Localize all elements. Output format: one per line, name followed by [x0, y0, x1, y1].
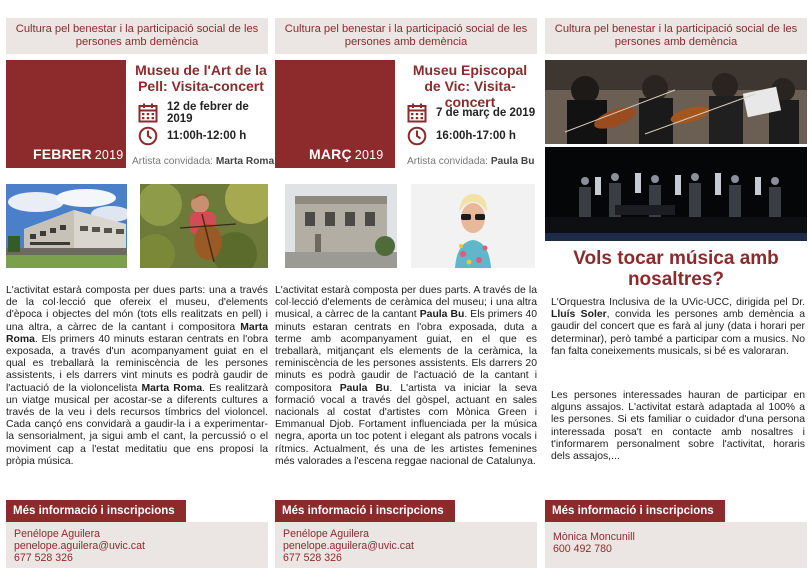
date-row — [407, 103, 535, 123]
guest-artist: Artista convidada: Marta Roma — [132, 156, 275, 167]
contact-block — [545, 522, 807, 568]
contact-block — [275, 522, 537, 568]
month-box — [6, 60, 126, 168]
column-header: Cultura pel benestar i la participació social de les persones amb demència — [545, 18, 807, 54]
contact-phone[interactable]: 677 528 326 — [283, 552, 342, 564]
highlighted-name: Lluís Soler — [551, 309, 607, 321]
contact-email[interactable]: penelope.aguilera@uvic.cat — [283, 540, 414, 552]
more-info-heading: Més informació i inscripcions — [545, 500, 725, 522]
column-february — [6, 0, 275, 575]
highlighted-name: Marta Roma — [6, 321, 268, 345]
highlighted-name: Paula Bu — [419, 309, 465, 321]
event-title: Museu Episcopal de Vic: Visita-concert — [412, 62, 528, 110]
orchestra-headline: Vols tocar música amb nosaltres? — [573, 248, 779, 290]
contact-block — [6, 522, 268, 568]
column-orchestra — [545, 0, 807, 575]
calendar-icon — [407, 103, 427, 123]
event-title: Museu de l'Art de la Pell: Visita-concert — [135, 62, 267, 94]
event-time: 11:00h-12:00 h — [167, 130, 247, 142]
event-time: 16:00h-17:00 h — [436, 130, 516, 142]
episcopal-museum-photo — [285, 184, 397, 268]
contact-phone[interactable]: 677 528 326 — [14, 552, 73, 564]
event-description: L'activitat estarà composta per dues parts. A través de la col·lecció d'elements de ceràmica del museu; i una altra musical, a càrrec de la cantant Paula Bu. Els primers 40 minuts estaran centrats en l'obra exposada, duta a terme amb acompanyament guiat, en el que es treballarà, mitjançant els elements de la ceràmica, la reminiscència de les persones assistents. Els darrers 20 minuts es podrà gaudir de l'actuació de la cantant i compositora Paula Bu. L'artista va iniciar la seva formació vocal a través del gòspel, actuant en sales nacionals al costat d'artistes com Mònica Green i Emmanual Djob. Fortament influenciada per la música negra, aporta un toc potent i elegant als patrons vocals i rítmics. Actualment, és una de les artistes femenines més valorades a l'escena reggae nacional de Catalunya. — [275, 285, 538, 467]
month-label: MARÇ 2019 — [309, 146, 384, 162]
participation-description: Les persones interessades hauran de participar en alguns assajos. L'activitat estarà adaptada al 100% a les persones. Si ets familiar o cuidador d'una persona interessada posa't en contacte amb nosaltres i t'informarem personalment sobre l'activitat, horaris dels assajos,... — [551, 390, 805, 463]
contact-phone[interactable]: 600 492 780 — [553, 543, 612, 555]
museum-building-photo — [6, 184, 127, 268]
column-march — [275, 0, 537, 575]
event-date: 7 de març de 2019 — [436, 107, 536, 119]
guest-artist: Artista convidada: Paula Bu — [407, 156, 535, 167]
event-date: 12 de febrer de 2019 — [167, 101, 249, 125]
cellist-photo — [140, 184, 268, 268]
more-info-heading: Més informació i inscripcions — [6, 500, 186, 522]
column-header: Cultura pel benestar i la participació social de les persones amb demència — [6, 18, 268, 54]
highlighted-name: Marta Roma — [141, 382, 203, 394]
month-label: FEBRER 2019 — [33, 146, 124, 162]
orchestra-stage-photo — [545, 147, 807, 241]
contact-name: Mònica Moncunill — [553, 531, 635, 543]
time-row — [138, 126, 246, 146]
orchestra-description: L'Orquestra Inclusiva de la UVic-UCC, dirigida pel Dr. Lluís Soler, convida les persones amb demència a gaudir del concert que es farà al juny (data i horari per determinar), però també a participar com a musics. No fan falta coneixements musicals, si bé es valoraran. — [551, 297, 805, 357]
clock-icon — [138, 126, 158, 146]
contact-name: Penélope Aguilera — [283, 528, 369, 540]
clock-icon — [407, 126, 427, 146]
time-row — [407, 126, 516, 146]
event-description: L'activitat estarà composta per dues parts: una a través de la col·lecció que ofereix el museu, d'elements d'època i objectes del món (tots ells realitzats en pell) i una altra, a càrrec de la cantant i compositora Marta Roma. Els primers 40 minuts estaran centrats en l'obra exposada, a través d'un acompanyament guiat en el qual es treballarà la reminiscència de les persones assistents, i els darrers vint minuts es podrà gaudir de l'actuació de la violoncelista Marta Roma. Es realitzarà un viatge musical per acostar-se a diferents cultures a través de la veu i dels recursos tímbrics del violoncel. Cada cançó ens convidarà a gaudir-la i a experimentar-la sensorialment, ja sigui amb el cant, la percussió o el moviment cap a l'estat meditatiu que ens proposi la pròpia música. — [6, 285, 268, 467]
month-box — [275, 60, 395, 168]
contact-name: Penélope Aguilera — [14, 528, 100, 540]
date-row — [138, 103, 268, 123]
violinists-photo — [545, 60, 807, 144]
column-header: Cultura pel benestar i la participació social de les persones amb demència — [275, 18, 537, 54]
calendar-icon — [138, 103, 158, 123]
contact-email[interactable]: penelope.aguilera@uvic.cat — [14, 540, 145, 552]
more-info-heading: Més informació i inscripcions — [275, 500, 455, 522]
singer-portrait-photo — [411, 184, 535, 268]
highlighted-name: Paula Bu — [339, 382, 390, 394]
